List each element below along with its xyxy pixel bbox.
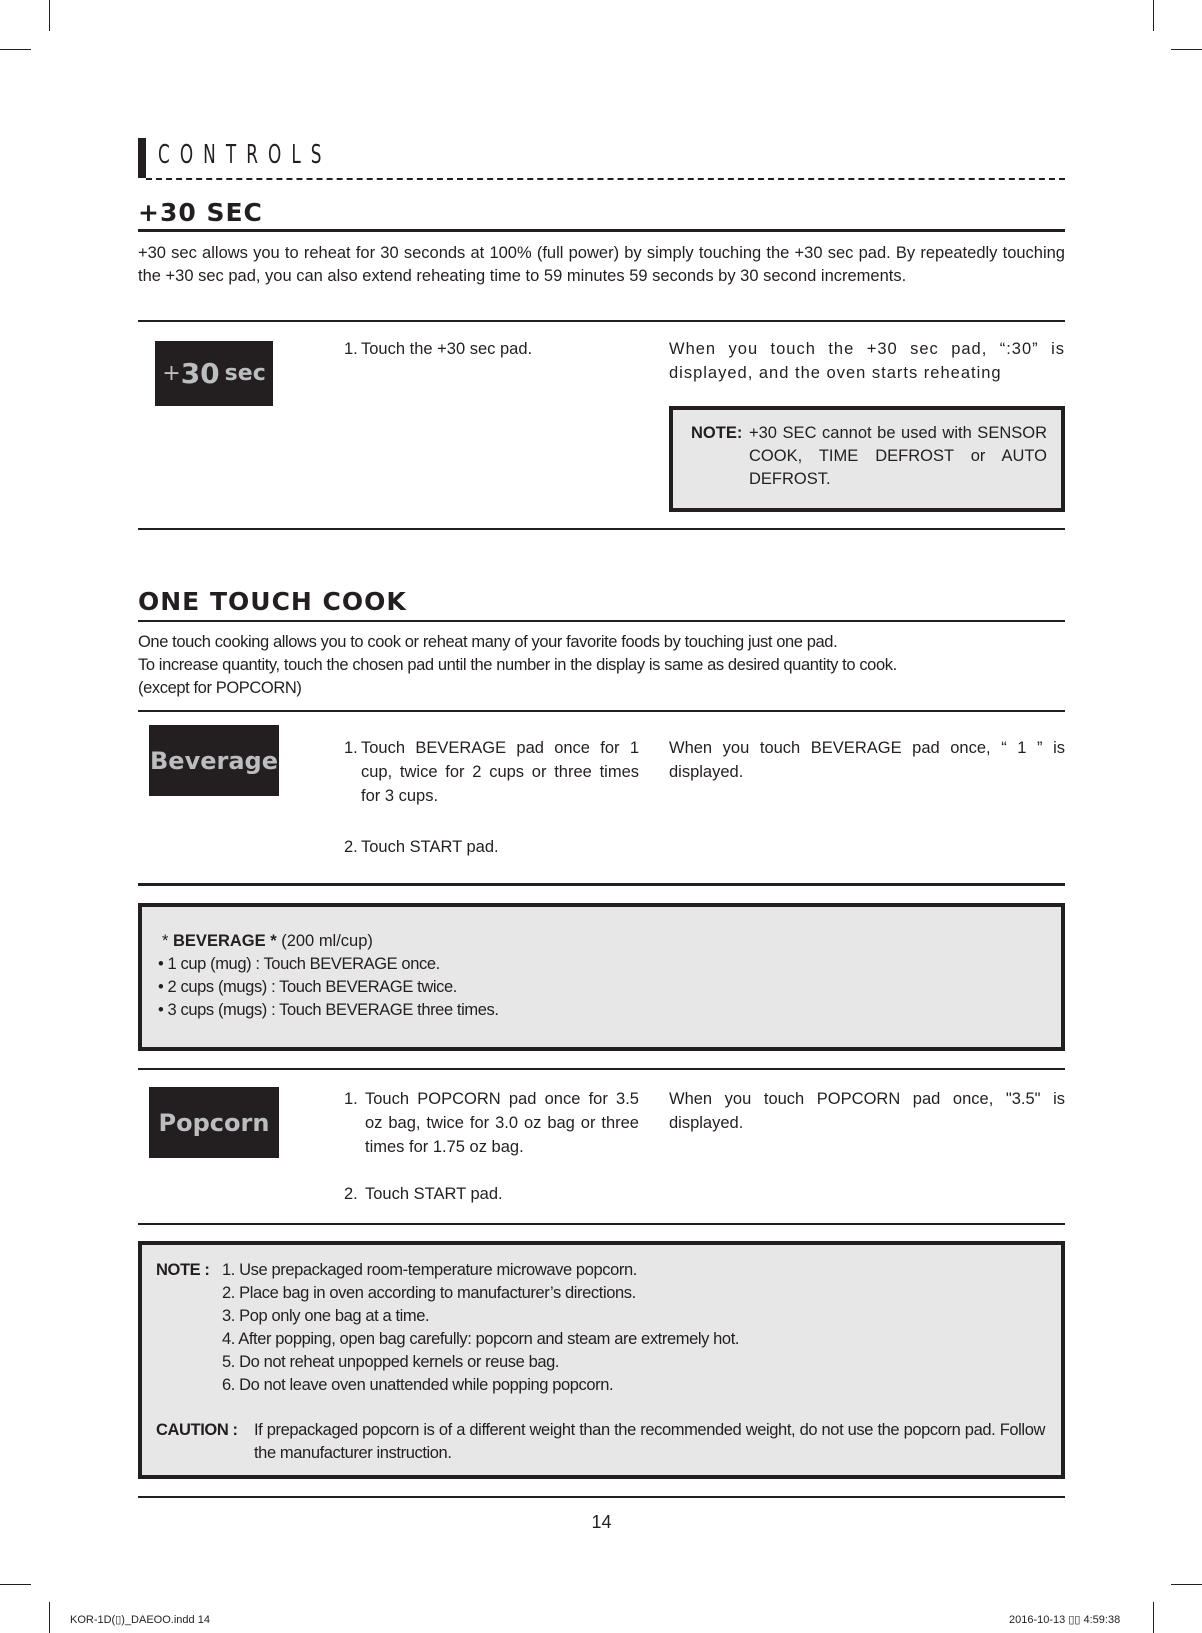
pad-unit: sec bbox=[224, 361, 266, 386]
step-text: Touch BEVERAGE pad once for 1 cup, twice for 2 cups or three times for 3 cups. bbox=[361, 739, 639, 805]
beverage-box-heading bbox=[162, 930, 1061, 953]
divider bbox=[138, 1068, 1065, 1070]
popcorn-note-list bbox=[156, 1259, 1045, 1397]
note-item: 2. Place bag in oven according to manufacturer’s directions. bbox=[222, 1284, 636, 1302]
note-item: 1. Use prepackaged room-temperature microwave popcorn. bbox=[222, 1261, 637, 1279]
section-title-one-touch-cook: ONE TOUCH COOK bbox=[138, 587, 407, 616]
note-text: +30 SEC cannot be used with SENSOR COOK, TIME DEFROST or AUTO DEFROST. bbox=[749, 424, 1047, 488]
beverage-box-item: • 3 cups (mugs) : Touch BEVERAGE three times. bbox=[158, 1001, 499, 1019]
step-text: Touch POPCORN pad once for 3.5 oz bag, twice for 3.0 oz bag or three times for 1.75 oz bag. bbox=[365, 1090, 639, 1156]
divider bbox=[138, 883, 1065, 886]
note-item: 5. Do not reheat unpopped kernels or reuse bag. bbox=[222, 1353, 560, 1371]
beverage-step-2 bbox=[344, 835, 639, 859]
popcorn-description: When you touch POPCORN pad once, "3.5" is displayed. bbox=[669, 1090, 1065, 1132]
crop-mark bbox=[0, 1584, 31, 1585]
step-text: Touch START pad. bbox=[365, 1185, 503, 1203]
slug-filename: KOR-1D(▯)_DAEOO.indd 14 bbox=[70, 1614, 210, 1626]
heading-bold: BEVERAGE * bbox=[173, 932, 277, 950]
crop-mark bbox=[1153, 0, 1154, 31]
sec30-description: When you touch the +30 sec pad, “:30” is displayed, and the oven starts reheating bbox=[669, 340, 1065, 382]
step-number: 2. bbox=[344, 838, 358, 856]
beverage-info-box bbox=[138, 903, 1065, 1051]
slug-timestamp: 2016-10-13 ▯▯ 4:59:38 bbox=[1009, 1614, 1121, 1626]
divider bbox=[138, 528, 1065, 530]
sec30-note-box bbox=[669, 406, 1065, 512]
sec30-step-1 bbox=[344, 337, 634, 361]
crop-mark bbox=[1171, 49, 1202, 50]
intro-line: To increase quantity, touch the chosen pad until the number in the display is same as desired quantity to cook. bbox=[138, 656, 897, 674]
popcorn-pad-image: Popcorn bbox=[149, 1087, 279, 1158]
divider bbox=[138, 229, 1065, 232]
note-label: NOTE : bbox=[156, 1261, 210, 1279]
step-number: 1. bbox=[344, 340, 358, 358]
page-number: 14 bbox=[591, 1512, 612, 1532]
crop-mark bbox=[49, 0, 50, 31]
step-text: Touch the +30 sec pad. bbox=[361, 340, 533, 358]
plus30-pad-image bbox=[155, 341, 273, 406]
step-number: 1. bbox=[344, 1090, 358, 1108]
heading-rest: (200 ml/cup) bbox=[276, 932, 373, 950]
dashed-divider bbox=[146, 178, 1065, 180]
pad-prefix: + bbox=[162, 361, 181, 386]
popcorn-caution bbox=[156, 1419, 1045, 1465]
divider bbox=[138, 1496, 1065, 1498]
pad-number: 30 bbox=[180, 357, 220, 390]
beverage-description: When you touch BEVERAGE pad once, “ 1 ” is displayed. bbox=[669, 739, 1065, 781]
popcorn-step-2 bbox=[344, 1182, 639, 1206]
heading-prefix: * bbox=[162, 932, 174, 950]
note-label: NOTE: bbox=[691, 424, 743, 442]
caution-text: If prepackaged popcorn is of a different weight than the recommended weight, do not use the popcorn pad. Follow the manufacturer instruction. bbox=[254, 1421, 1045, 1462]
beverage-step-1 bbox=[344, 736, 639, 808]
divider bbox=[138, 620, 1065, 622]
section-title-30sec: +30 SEC bbox=[138, 198, 263, 227]
crop-mark bbox=[1171, 1584, 1202, 1585]
crop-mark bbox=[1153, 1602, 1154, 1633]
step-text: Touch START pad. bbox=[361, 838, 499, 856]
divider bbox=[138, 320, 1065, 322]
one-touch-intro bbox=[138, 631, 1065, 700]
divider bbox=[138, 710, 1065, 712]
note-item: 3. Pop only one bag at a time. bbox=[222, 1307, 430, 1325]
caution-label: CAUTION : bbox=[156, 1421, 238, 1439]
chapter-header bbox=[138, 138, 1065, 182]
chapter-title: CONTROLS bbox=[158, 140, 332, 170]
step-number: 1. bbox=[344, 739, 358, 757]
sec30-intro: +30 sec allows you to reheat for 30 seconds at 100% (full power) by simply touching the +30 sec pad. By repeatedly touching the +30 sec pad, you can also extend reheating time to 59 minutes 59 seconds by 30 second increments. bbox=[138, 244, 1065, 285]
divider bbox=[138, 1223, 1065, 1225]
note-item: 4. After popping, open bag carefully: popcorn and steam are extremely hot. bbox=[222, 1330, 740, 1348]
intro-line: (except for POPCORN) bbox=[138, 679, 302, 697]
beverage-box-item: • 1 cup (mug) : Touch BEVERAGE once. bbox=[158, 955, 440, 973]
popcorn-note-box bbox=[138, 1241, 1065, 1479]
intro-line: One touch cooking allows you to cook or reheat many of your favorite foods by touching just one pad. bbox=[138, 633, 838, 651]
beverage-box-item: • 2 cups (mugs) : Touch BEVERAGE twice. bbox=[158, 978, 457, 996]
popcorn-step-1 bbox=[344, 1087, 639, 1159]
crop-mark bbox=[0, 49, 31, 50]
step-number: 2. bbox=[344, 1185, 358, 1203]
chapter-bar bbox=[138, 138, 146, 178]
beverage-pad-image: Beverage bbox=[149, 725, 279, 796]
note-item: 6. Do not leave oven unattended while popping popcorn. bbox=[222, 1376, 614, 1394]
crop-mark bbox=[49, 1602, 50, 1633]
